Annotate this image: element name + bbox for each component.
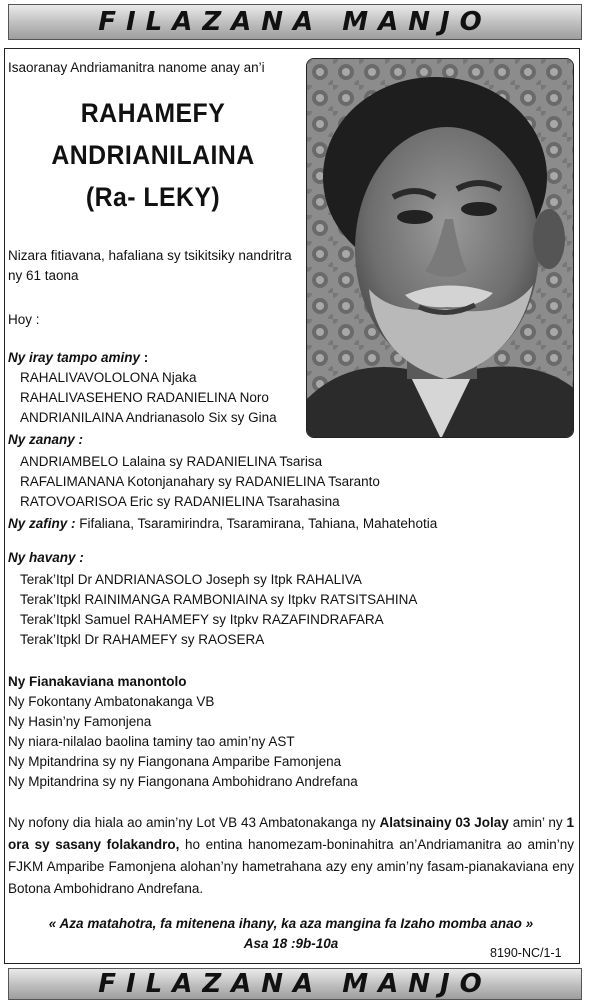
list-item: RATOVOARISOA Eric sy RADANIELINA Tsarahasina <box>20 494 340 509</box>
list-item: Ny niara-nilalao baolina taminy tao amin’ny AST <box>8 734 295 749</box>
funeral-date: Alatsinainy 03 Jolay <box>379 815 509 830</box>
tampo-heading <box>8 348 148 368</box>
intro-text: Isaoranay Andriamanitra nanome anay an’i <box>8 60 265 75</box>
list-item: RAFALIMANANA Kotonjanahary sy RADANIELINA Tsaranto <box>20 474 380 489</box>
deceased-name-line1: RAHAMEFY <box>80 98 226 128</box>
funeral-time: 1 ora sy sasany folakandro, <box>8 815 574 852</box>
fianakaviana-label: Ny Fianakaviana manontolo <box>8 674 187 689</box>
notice-reference: 8190-NC/1-1 <box>490 946 562 960</box>
deceased-name-line2: ANDRIANILAINA <box>51 140 255 170</box>
death-line-2: ny 61 taona <box>8 268 79 283</box>
portrait-image <box>307 59 574 438</box>
list-item: Terak’Itpkl RAINIMANGA RAMBONIAINA sy Itpkv RATSITSAHINA <box>20 592 418 607</box>
list-item: Terak’Itpkl Samuel RAHAMEFY sy Itpkv RAZAFINDRAFARA <box>20 612 384 627</box>
deceased-nickname: (Ra- LEKY) <box>85 182 221 212</box>
list-item: RAHALIVASEHENO RADANIELINA Noro <box>20 390 269 405</box>
list-item: RAHALIVAVOLOLONA Njaka <box>20 370 197 385</box>
portrait-photo <box>306 58 574 438</box>
funeral-text-1: Ny nofony dia hiala ao amin’ny Lot VB 43 Ambatonakanga ny <box>8 815 380 830</box>
zafiny-text: Fifaliana, Tsaramirindra, Tsaramirana, Tahiana, Mahatehotia <box>75 516 438 531</box>
list-item: Terak’Itpl Dr ANDRIANASOLO Joseph sy Itpk RAHALIVA <box>20 572 362 587</box>
havany-label: Ny havany : <box>8 550 84 565</box>
funeral-paragraph <box>8 812 574 900</box>
tampo-colon: : <box>140 350 149 365</box>
list-item: Ny Mpitandrina sy ny Fiangonana Amparibe Famonjena <box>8 754 342 769</box>
footer-title: FILAZANA MANJO <box>98 969 492 999</box>
list-item: Terak’Itpkl Dr RAHAMEFY sy RAOSERA <box>20 632 265 647</box>
zanany-label: Ny zanany : <box>8 432 84 447</box>
death-line-1: Nizara fitiavana, hafaliana sy tsikitsiky nandritra <box>8 248 292 263</box>
funeral-text-2: amin’ ny <box>508 815 567 830</box>
header-title: FILAZANA MANJO <box>98 7 492 37</box>
list-item: ANDRIANILAINA Andrianasolo Six sy Gina <box>20 410 277 425</box>
tampo-label: Ny iray tampo aminy <box>8 350 141 365</box>
list-item: Ny Fokontany Ambatonakanga VB <box>8 694 215 709</box>
funeral-text-3: ho entina hanomezam-boninahitra an’Andriamanitra ao amin’ny FJKM Amparibe Famonjena alohan’ny hametrahana azy eny amin’ny fasam-pianakaviana eny Botona Ambohidrano Andrefana. <box>8 837 574 896</box>
hoy-label: Hoy : <box>8 312 40 327</box>
bible-verse-ref: Asa 18 :9b-10a <box>243 936 339 951</box>
list-item: Ny Mpitandrina sy ny Fiangonana Ambohidrano Andrefana <box>8 774 358 789</box>
list-item: Ny Hasin’ny Famonjena <box>8 714 152 729</box>
list-item: ANDRIAMBELO Lalaina sy RADANIELINA Tsarisa <box>20 454 323 469</box>
zafiny-line <box>8 514 437 534</box>
header-banner <box>8 4 582 40</box>
zafiny-label: Ny zafiny : <box>8 516 76 531</box>
footer-banner <box>8 968 582 1000</box>
bible-quote: « Aza matahotra, fa mitenena ihany, ka aza mangina fa Izaho momba anao » <box>48 916 534 931</box>
